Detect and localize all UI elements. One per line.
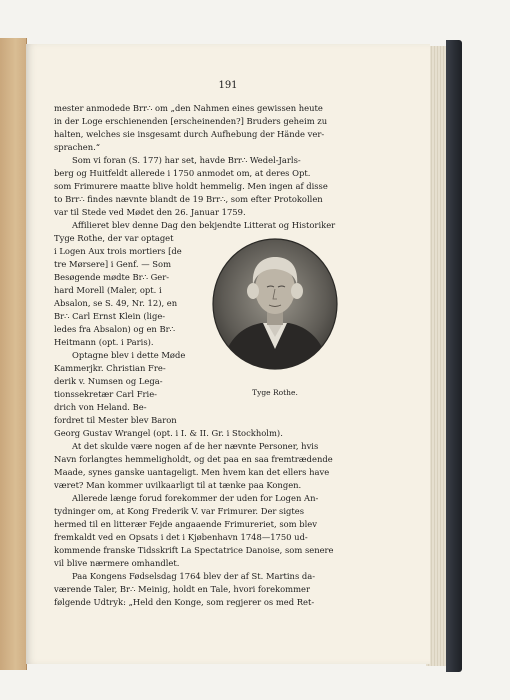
portrait-caption: Tyge Rothe.	[252, 388, 298, 397]
text-line: to Brr∴ findes nævnte blandt de 19 Brr∴, som efter Protokollen	[54, 194, 323, 204]
text-line: Besøgende mødte Br∴ Ger-	[54, 272, 170, 282]
text-line: værende Taler, Br∴ Meinig, holdt en Tale, hvori forekommer	[54, 584, 310, 594]
text-line: kommende franske Tidsskrift La Spectatrice Danoise, som senere	[54, 545, 334, 555]
text-line: At det skulde være nogen af de her nævnte Personer, hvis	[72, 441, 319, 451]
text-line: tydninger om, at Kong Frederik V. var Frimurer. Der sigtes	[54, 506, 305, 516]
text-line: Georg Gustav Wrangel (opt. i I. & II. Gr. i Stockholm).	[54, 428, 283, 438]
book-page	[26, 44, 430, 664]
text-line: hermed til en litterær Fejde angaaende Frimureriet, som blev	[54, 519, 317, 529]
text-line: fordret til Mester blev Baron	[54, 415, 177, 425]
text-line: var til Stede ved Mødet den 26. Januar 1759.	[54, 207, 246, 217]
text-line: Absalon, se S. 49, Nr. 12), en	[54, 298, 178, 308]
text-line: berg og Huitfeldt allerede i 1750 anmodet om, at deres Opt.	[54, 168, 311, 178]
text-line: Allerede længe forud forekommer der uden for Logen An-	[72, 493, 319, 503]
text-line: som Frimurere maatte blive holdt hemmelig. Men ingen af disse	[54, 181, 328, 191]
text-line: Paa Kongens Fødselsdag 1764 blev der af St. Martins da-	[72, 571, 316, 581]
text-line: Br∴ Carl Ernst Klein (lige-	[54, 311, 166, 321]
text-line: Navn forlangtes hemmeligholdt, og det paa en saa fremtrædende	[54, 454, 333, 464]
book-cover-left	[0, 38, 27, 670]
text-line: vil blive nærmere omhandlet.	[54, 558, 180, 568]
text-line: mester anmodede Brr∴ om „den Nahmen eines gewissen heute	[54, 103, 323, 113]
text-line: in der Loge erschienenden [erscheinenden?] Bruders geheim zu	[54, 116, 328, 126]
text-line: Som vi foran (S. 177) har set, havde Brr∴ Wedel-Jarls-	[72, 155, 301, 165]
text-line: tionssekretær Carl Frie-	[54, 389, 157, 399]
text-line: Tyge Rothe, der var optaget	[54, 233, 174, 243]
text-line: hard Morell (Maler, opt. i	[54, 285, 162, 295]
text-line: tre Mørsere] i Genf. — Som	[54, 259, 172, 269]
text-line: Affilieret blev denne Dag den bekjendte Litterat og Historiker	[72, 220, 336, 230]
text-line: Optagne blev i dette Møde	[72, 350, 186, 360]
text-line: sprachen.“	[54, 142, 101, 152]
text-line: følgende Udtryk: „Held den Konge, som regjerer os med Ret-	[54, 597, 315, 607]
book-cover-right	[446, 40, 462, 672]
text-line: ledes fra Absalon) og en Br∴	[54, 324, 175, 334]
text-line: Kammerjkr. Christian Fre-	[54, 363, 166, 373]
text-line: fremkaldt ved en Opsats i det i Kjøbenhavn 1748—1750 ud-	[54, 532, 308, 542]
text-line: Heitmann (opt. i Paris).	[54, 337, 154, 347]
text-line: været? Man kommer uvilkaarligt til at tænke paa Kongen.	[54, 480, 302, 490]
text-line: halten, welches sie insgesamt durch Aufhebung der Hände ver-	[54, 129, 325, 139]
text-line: drich von Heland. Be-	[54, 402, 147, 412]
portrait-engraving	[211, 237, 339, 371]
text-line: derik v. Numsen og Lega-	[54, 376, 163, 386]
page-number: 191	[218, 80, 238, 91]
text-line: i Logen Aux trois mortiers [de	[54, 246, 182, 256]
text-line: Maade, synes ganske uantageligt. Men hvem kan det ellers have	[54, 467, 330, 477]
